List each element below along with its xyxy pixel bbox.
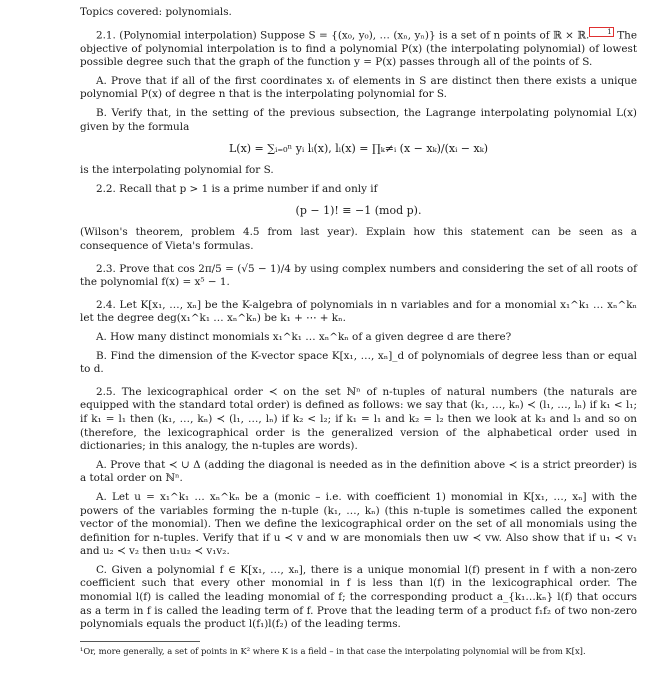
problem-2-5-c: C. Given a polynomial f ∈ K[x₁, …, xₙ], there is a unique monomial l(f) present in f with a non-zero coefficient such that every other monomial in f is less than l(f) in the lexicographical order. The monomial l(f) is called the leading monomial of f; the corresponding product a_{k₁…kₙ} l(f) that occurs as a term in f is called the leading term of f. Prove that the leading term of a product f₁f₂ of two non-zero polynomials equals the product l(f₁)l(f₂) of the leading terms. [80, 563, 637, 631]
problem-2-2-continuation: (Wilson's theorem, problem 4.5 from last year). Explain how this statement can be seen as a consequence of Vieta's formulas. [80, 226, 637, 252]
problem-2-1-b: B. Verify that, in the setting of the previous subsection, the Lagrange interpolating polynomial L(x) given by the formula [80, 107, 637, 133]
problem-2-5-a-second: A. Let u = x₁^k₁ … xₙ^kₙ be a (monic – i.e. with coefficient 1) monomial in K[x₁, …, xₙ] with the powers of the variables forming the n-tuple (k₁, …, kₙ) (this n-tuple is sometimes called the exponent vector of the monomial). Then we define the lexicographical order on the set of all monomials using the definition for n-tuples. Verify that if u ≺ v and w are monomials then uw ≺ vw. Also show that if u₁ ≺ v₁ and u₂ ≺ v₂ then u₁u₂ ≺ v₁v₂. [80, 490, 637, 558]
problem-2-1 [80, 27, 637, 70]
footnote-link-marker[interactable]: 1 [589, 27, 613, 37]
topics-line: Topics covered: polynomials. [80, 6, 232, 18]
problem-2-1-b-continuation: is the interpolating polynomial for S. [80, 164, 274, 177]
footnote-divider [80, 641, 200, 642]
problem-2-5: 2.5. The lexicographical order ≺ on the set ℕⁿ of n-tuples of natural numbers (the naturals are equipped with the standard total order) is defined as follows: we say that (k₁, …, kₙ) ≺ (l₁, …, lₙ) if k₁ < l₁; if k₁ = l₁ then (k₁, …, kₙ) ≺ (l₁, …, lₙ) if k₂ < l₂; if k₁ = l₁ and k₂ = l₂ then we look at k₃ and l₃ and so on (therefore, the lexicographical order is the generalized version of the alphabetical order used in dictionaries; in this analogy, the n-tuples are words). [80, 385, 637, 453]
problem-2-2: 2.2. Recall that p > 1 is a prime number if and only if [96, 182, 378, 195]
footnote-1: ¹Or, more generally, a set of points in K² where K is a field – in that case the interpolating polynomial will be from K[x]. [80, 645, 586, 656]
problem-2-5-a: A. Prove that ≺ ∪ Δ (adding the diagonal is needed as in the definition above ≺ is a strict preorder) is a total order on ℕⁿ. [80, 458, 637, 485]
wilson-formula-text: (p − 1)! ≡ −1 (mod p). [295, 204, 422, 218]
problem-2-3: 2.3. Prove that cos 2π/5 = (√5 − 1)/4 by using complex numbers and considering the set of all roots of the polynomial f(x) = x⁵ − 1. [80, 262, 637, 289]
lagrange-formula-text: L(x) = ∑ᵢ₌₀ⁿ yᵢ lᵢ(x), lᵢ(x) = ∏ₖ≠ᵢ (x − xₖ)/(xᵢ − xₖ) [228, 142, 489, 156]
problem-2-1-text-after: The objective of polynomial interpolation is to find a polynomial P(x) (the interpolating polynomial) of lowest possible degree such that the graph of the function y = P(x) passes through all of the points of S. [80, 29, 637, 69]
problem-2-4-b: B. Find the dimension of the K-vector space K[x₁, …, xₙ]_d of polynomials of degree less than or equal to d. [80, 349, 637, 376]
problem-2-1-a: A. Prove that if all of the first coordinates xᵢ of elements in S are distinct then there exists a unique polynomial P(x) of degree n that is the interpolating polynomial for S. [80, 74, 637, 101]
problem-2-1-text: 2.1. (Polynomial interpolation) Suppose S = {(x₀, y₀), … (xₙ, yₙ)} is a set of n points of ℝ × ℝ. [96, 29, 590, 42]
problem-2-4: 2.4. Let K[x₁, …, xₙ] be the K-algebra of polynomials in n variables and for a monomial x₁^k₁ … xₙ^kₙ let the degree deg(x₁^k₁ … xₙ^kₙ) be k₁ + ⋯ + kₙ. [80, 298, 637, 325]
lagrange-formula [80, 142, 637, 156]
wilson-formula [80, 204, 637, 218]
problem-2-4-a: A. How many distinct monomials x₁^k₁ … xₙ^kₙ of a given degree d are there? [96, 330, 512, 343]
